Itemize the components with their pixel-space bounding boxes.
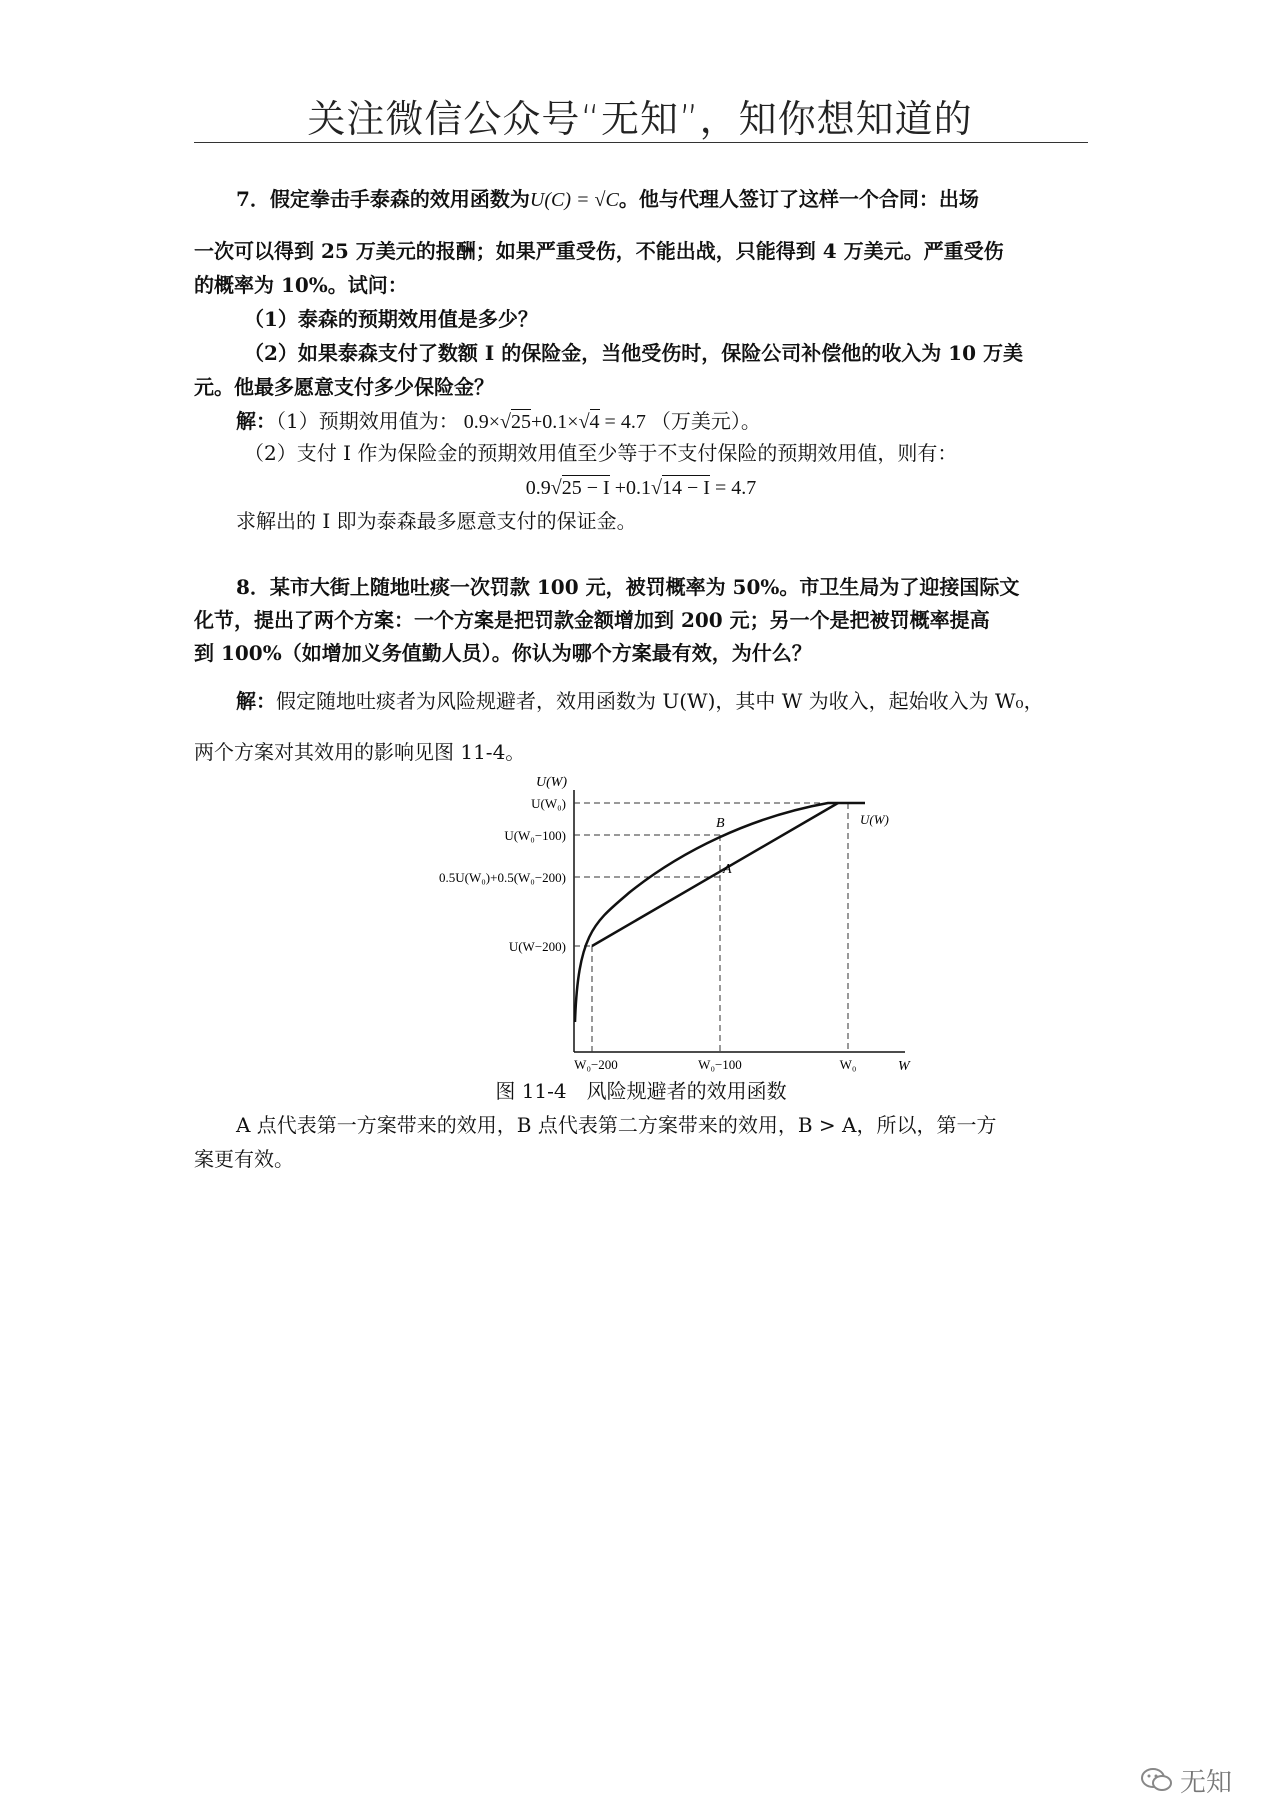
wechat-watermark: [1140, 1762, 1250, 1798]
x-tick-w0-100: W₀−100: [698, 1057, 742, 1072]
page-header-title: 关注微信公众号“无知”，知你想知道的: [307, 97, 973, 141]
curve-label: U(W): [860, 812, 889, 827]
point-b-label: B: [716, 816, 725, 831]
x-tick-w0-200: W₀−200: [574, 1057, 618, 1072]
q7-solution-2-equation: 0.9√25 − I +0.1√14 − I = 4.7: [525, 477, 757, 499]
q8-stem-line-1: 8．某市大街上随地吐痰一次罚款 100 元，被罚概率为 50%。市卫生局为了迎接国际文: [236, 575, 1020, 599]
q8-conclusion-line-2: 案更有效。: [194, 1147, 294, 1171]
utility-function-chart: [390, 772, 930, 1072]
q7-stem-line-3: 的概率为 10%。试问：: [194, 273, 408, 297]
watermark-text: 无知: [1180, 1767, 1233, 1798]
figure-caption: 图 11-4 风险规避者的效用函数: [495, 1079, 787, 1103]
chord-line: [592, 803, 838, 946]
q7-subquestion-1: （1）泰森的预期效用值是多少？: [244, 307, 538, 331]
q8-conclusion-line-1: A 点代表第一方案带来的效用，B 点代表第二方案带来的效用，B > A，所以，第一方: [236, 1113, 997, 1137]
q8-stem-line-2: 化节，提出了两个方案：一个方案是把罚款金额增加到 200 元；另一个是把被罚概率提高: [194, 608, 990, 632]
wechat-icon: [1140, 1766, 1174, 1794]
q7-stem-line-2: 一次可以得到 25 万美元的报酬；如果严重受伤，不能出战，只能得到 4 万美元。严重受伤: [194, 239, 1004, 263]
q7-utility-formula: U(C) = √C: [529, 189, 619, 211]
q8-solution-line-1: 解：假定随地吐痰者为风险规避者，效用函数为 U(W)，其中 W 为收入，起始收入为 W₀，: [236, 689, 1044, 713]
y-tick-uw0-100: U(W₀−100): [504, 828, 566, 843]
q8-stem-line-3: 到 100%（如增加义务值勤人员）。你认为哪个方案最有效，为什么？: [194, 641, 812, 665]
y-tick-mix: 0.5U(W₀)+0.5(W₀−200): [439, 870, 566, 885]
q8-solution-line-2: 两个方案对其效用的影响见图 11-4。: [194, 740, 526, 764]
q7-stem-line-1: 7．假定拳击手泰森的效用函数为U(C) = √C。他与代理人签订了这样一个合同：出场: [236, 187, 979, 211]
q7-solution-conclusion: 求解出的 I 即为泰森最多愿意支付的保证金。: [236, 509, 637, 533]
point-a-label: A: [723, 862, 732, 877]
q7-solution-1: 解：（1）预期效用值为： 0.9×√25+0.1×√4 = 4.7 （万美元）。: [236, 409, 761, 433]
q7-subquestion-2-line-1: （2）如果泰森支付了数额 I 的保险金，当他受伤时，保险公司补偿他的收入为 10 万美: [244, 341, 1023, 365]
x-axis-label: W: [898, 1059, 910, 1072]
y-axis-label: U(W): [536, 775, 568, 790]
q7-subquestion-2-line-2: 元。他最多愿意支付多少保险金？: [194, 375, 494, 399]
header-divider: [194, 142, 1088, 143]
x-tick-w0: W₀: [839, 1057, 857, 1072]
y-tick-uw-200: U(W−200): [508, 939, 566, 954]
q7-solution-2: （2）支付 I 作为保险金的预期效用值至少等于不支付保险的预期效用值，则有：: [244, 441, 958, 465]
y-tick-uw0: U(W₀): [531, 796, 566, 811]
